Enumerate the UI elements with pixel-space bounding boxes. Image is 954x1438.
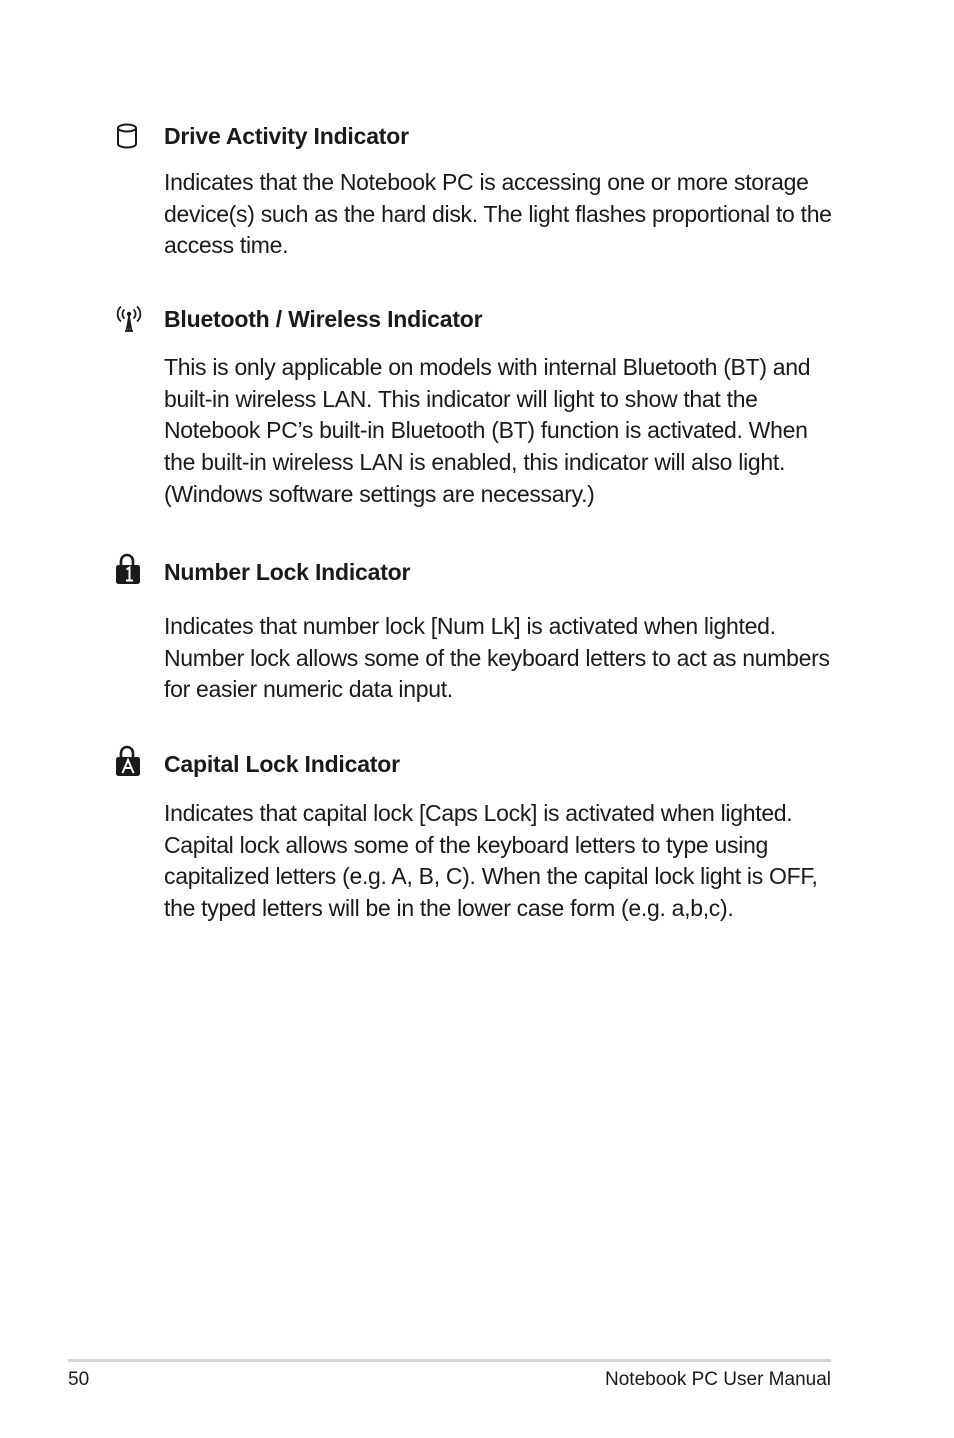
footer-divider — [68, 1359, 831, 1362]
section-body: Indicates that capital lock [Caps Lock] is activated when lighted. Capital lock allows some of the keyboard letters to type using capitalized letters (e.g. A, B, C). When the capital lock light is OFF, the typed letters will be in the lower case form (e.g. a,b,c). — [164, 800, 818, 922]
section-heading: Bluetooth / Wireless Indicator — [164, 306, 483, 332]
section-body: This is only applicable on models with internal Bluetooth (BT) and built-in wireless LAN. This indicator will light to show that the Notebook PC’s built-in Bluetooth (BT) function is activated. When the built-in wireless LAN is enabled, this indicator will also light. (Windows software settings are necessary.) — [164, 354, 811, 507]
wireless-antenna-icon — [114, 304, 144, 334]
section-heading: Number Lock Indicator — [164, 559, 411, 585]
section-body: Indicates that number lock [Num Lk] is activated when lighted. Number lock allows some of the keyboard letters to act as numbers for easier numeric data input. — [164, 613, 830, 703]
section-heading: Capital Lock Indicator — [164, 751, 400, 777]
manual-title: Notebook PC User Manual — [605, 1369, 831, 1390]
section-body: Indicates that the Notebook PC is accessing one or more storage device(s) such as the hard disk. The light flashes proportional to the access time. — [164, 169, 832, 259]
page-number: 50 — [68, 1369, 90, 1390]
drive-icon — [114, 122, 144, 152]
capital-lock-icon — [114, 744, 144, 774]
section-heading: Drive Activity Indicator — [164, 123, 409, 149]
number-lock-icon — [114, 552, 144, 582]
